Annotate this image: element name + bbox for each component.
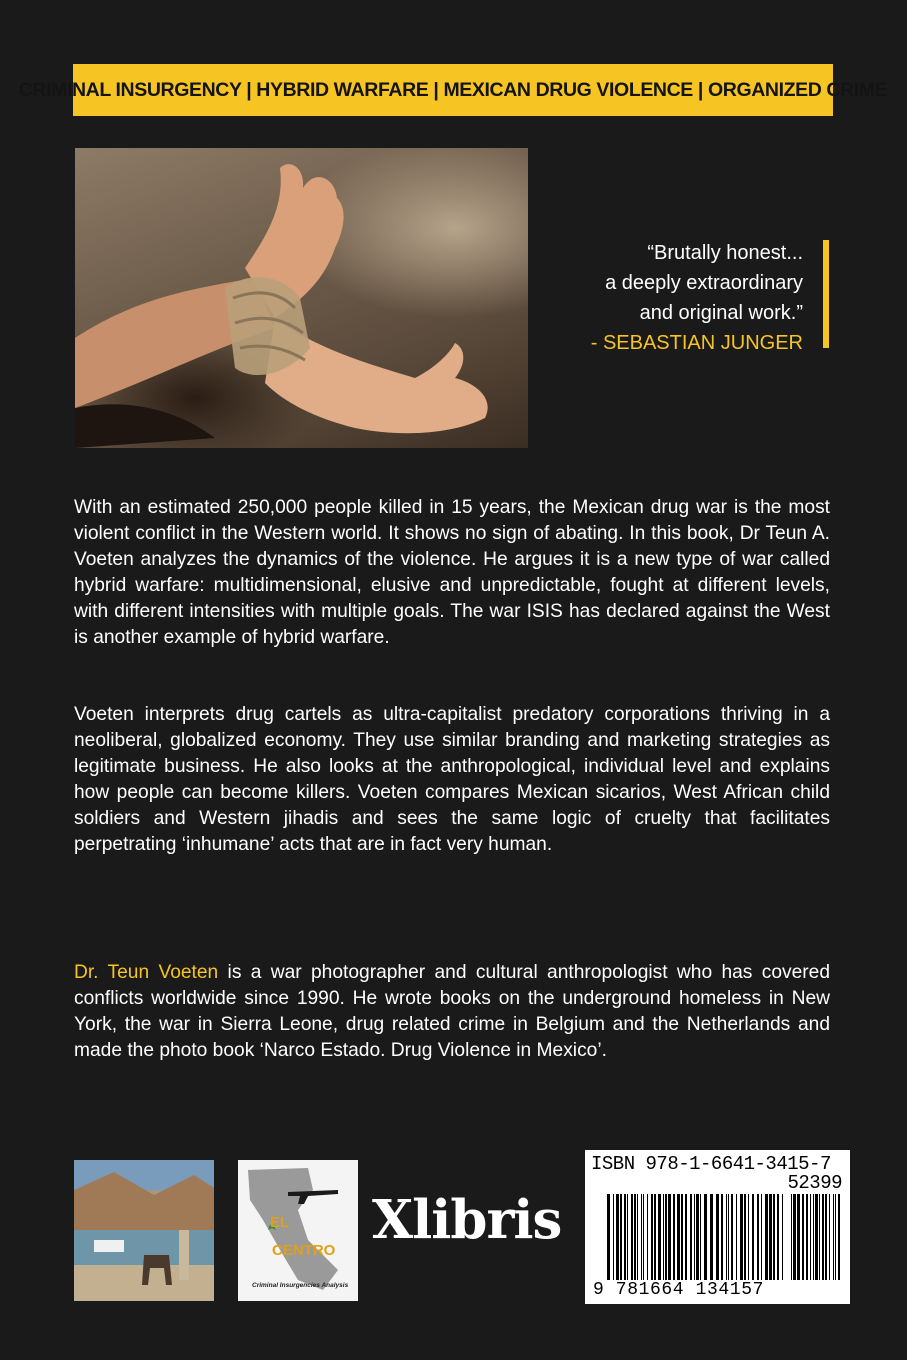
- el-centro-tagline: Criminal Insurgencies Analysis: [252, 1282, 349, 1289]
- el-centro-logo-line-2: CENTRO: [272, 1242, 336, 1259]
- author-bio: [74, 960, 830, 1064]
- isbn-barcode: [585, 1150, 850, 1304]
- description-paragraph-1: With an estimated 250,000 people killed in 15 years, the Mexican drug war is the most violent conflict in the Western world. It shows no sign of abating. In this book, Dr Teun A. Voeten analyzes the dynamics of the violence. He argues it is a new type of war called hybrid warfare: multidimensional, elusive and unpredictable, fought at different levels, with different intensities with multiple goals. The war ISIS has declared against the West is another example of hybrid warfare.: [74, 497, 830, 648]
- addon-barcode-bars: [791, 1194, 843, 1280]
- quote-line-3: and original work.”: [639, 302, 803, 324]
- quote-line-2: a deeply extraordinary: [605, 272, 803, 294]
- el-centro-logo-line-1: EL: [270, 1214, 290, 1231]
- isbn-number: ISBN 978-1-6641-3415-7: [591, 1153, 831, 1175]
- quote-author: - SEBASTIAN JUNGER: [590, 332, 803, 354]
- subject-banner: [18, 64, 888, 116]
- endorsement-quote: [520, 238, 803, 358]
- price-code: 52399: [787, 1172, 842, 1194]
- ean-barcode-bars: [607, 1194, 785, 1280]
- map-silhouette-icon: [238, 1160, 358, 1301]
- quote-accent-bar: [823, 240, 829, 348]
- author-photo-river-donkey: [74, 1160, 214, 1301]
- author-bio-text: is a war photographer and cultural anthropologist who has covered conflicts worldwide since 1990. He wrote books on the underground homeless in New York, the war in Sierra Leone, drug related crime in Belgium and the Netherlands and made the photo book ‘Narco Estado. Drug Violence in Mexico’.: [74, 962, 830, 1061]
- quote-line-1: “Brutally honest...: [647, 242, 803, 264]
- subject-banner-text: CRIMINAL INSURGENCY | HYBRID WARFARE | MEXICAN DRUG VIOLENCE | ORGANIZED CRIME: [18, 78, 888, 101]
- publisher-logo: Xlibris: [372, 1189, 562, 1251]
- author-name: Dr. Teun Voeten: [74, 962, 219, 983]
- ean-digits: 9 781664 134157: [593, 1280, 765, 1300]
- cover-photo-bound-hands: [75, 148, 528, 448]
- el-centro-logo: [238, 1160, 358, 1301]
- river-donkey-illustration: [74, 1160, 214, 1301]
- bound-hands-illustration: [75, 148, 528, 448]
- description-paragraph-2: Voeten interprets drug cartels as ultra-capitalist predatory corporations thriving in a neoliberal, globalized economy. They use similar branding and marketing strategies as legitimate business. He also looks at the anthropological, individual level and explains how people can become killers. Voeten compares Mexican sicarios, West African child soldiers and Western jihadis and sees the same logic of cruelty that facilitates perpetrating ‘inhumane’ acts that are in fact very human.: [74, 704, 830, 855]
